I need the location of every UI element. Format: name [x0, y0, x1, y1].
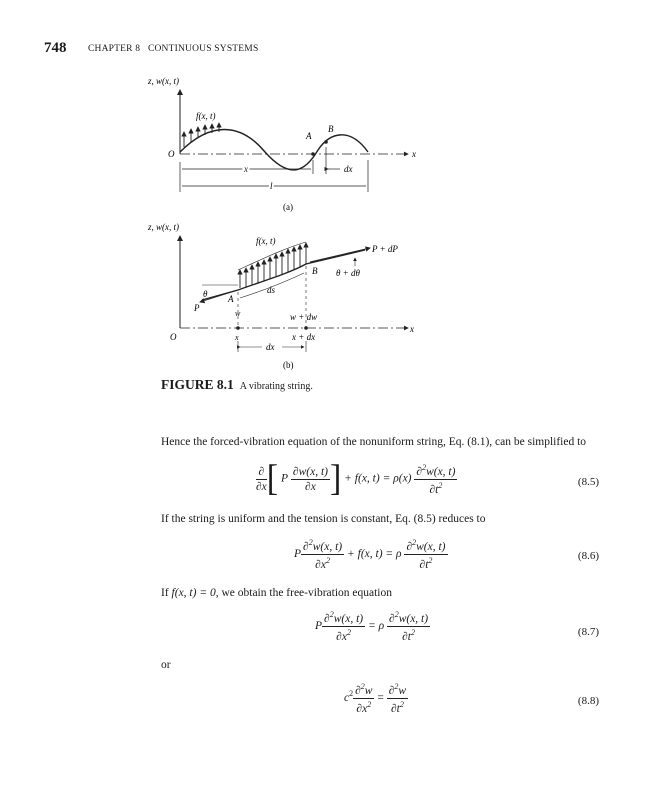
eq86-dx2: ∂x [315, 558, 326, 571]
eq86-dt2: ∂t [419, 558, 429, 571]
eq85-mid: + f(x, t) = ρ(x) [344, 472, 412, 485]
eq86-d2w: w(x, t) [312, 540, 343, 553]
eq85-dw: ∂w(x, t) [292, 465, 328, 478]
paragraph-1: Hence the forced-vibration equation of the nonuniform string, Eq. (8.1), can be simplified to [161, 436, 587, 448]
fig-a-dim-dx: dx [344, 164, 353, 174]
eq86-number: (8.6) [577, 550, 599, 562]
fig-b-w-dw: w + dw [290, 312, 318, 322]
fig-b-x-at-a: x [235, 333, 239, 342]
fig-a-x-axis: x [412, 149, 416, 159]
fig-b-dx: dx [266, 342, 275, 352]
page-number: 748 [44, 40, 67, 56]
paragraph-2: If the string is uniform and the tension is constant, Eq. (8.5) reduces to [161, 513, 486, 525]
figure-caption [161, 377, 313, 393]
eq87-d2w: w(x, t) [333, 612, 364, 625]
fig-a-dim-l: l [270, 181, 273, 191]
figure-caption-label: FIGURE 8.1 [161, 377, 234, 392]
eq85-dt2: ∂t [429, 483, 439, 496]
eq86-d2w-r: w(x, t) [416, 540, 446, 553]
fig-b-tension-a: P [194, 303, 200, 313]
eq88-d2w: w [364, 684, 373, 697]
equation-8-8: $c^2$ $\frac{\partial^2w}{\partial x^2}$ = $\frac{\partial^2w}{\partial t^2}$ [344, 682, 407, 715]
fig-b-angle-a: θ [203, 289, 208, 299]
fig-a-string [180, 130, 368, 170]
eq88-number: (8.8) [577, 695, 599, 707]
equation-8-6: P $\frac{\partial^2w(x, t)}{\partial x^2}$ + f(x, t) = ρ $\frac{\partial^2w(x, t)}{\partial t^2}$ [294, 538, 446, 571]
fig-b-angle-b: θ + dθ [336, 268, 360, 278]
fig-a-point-a: A [306, 131, 312, 141]
fig-b-origin: O [170, 332, 177, 342]
fig-a-point-b-dot [324, 140, 328, 144]
eq87-d2w-r: w(x, t) [398, 612, 429, 625]
eq85-P: P [281, 472, 289, 485]
fig-a-axis-label: z, w(x, t) [148, 76, 179, 86]
eq88-d2w-r: w [398, 684, 407, 697]
fig-b-force-arrows [240, 243, 306, 288]
eq87-dx2: ∂x [336, 630, 347, 643]
paragraph-4: or [161, 659, 171, 671]
eq88-mid: = [377, 691, 384, 704]
fig-b-point-b: B [312, 266, 318, 276]
eq88-c: c [344, 691, 350, 704]
fig-b-w: w [235, 309, 241, 318]
fig-a-origin: O [168, 149, 175, 159]
eq85-number: (8.5) [577, 476, 599, 488]
fig-b-axis-label: z, w(x, t) [148, 222, 179, 232]
fig-b-sub-label: (b) [283, 360, 294, 370]
p3-math: f(x, t) = 0 [171, 587, 216, 599]
running-head [88, 44, 258, 54]
figure-8-1b [140, 218, 440, 378]
figure-caption-text: A vibrating string. [239, 381, 313, 392]
fig-a-point-b: B [328, 124, 334, 134]
fig-b-x-at-b: x + dx [292, 332, 316, 342]
eq85-d: ∂ [256, 466, 267, 480]
eq88-dt2: ∂t [390, 702, 400, 715]
equation-8-7: P $\frac{\partial^2w(x, t)}{\partial x^2}$ = ρ $\frac{\partial^2w(x, t)}{\partial t^2}$ [315, 610, 429, 643]
equation-8-5: $\frac{\partial}{\partial x}$ [ P $\frac{\partial w(x, t)}{\partial x}$ ] + f(x, t) = ρ(x) $\frac{\partial^2w(x, t)}{\partial t^2}$ [256, 458, 456, 499]
fig-a-point-a-dot [311, 152, 315, 156]
fig-b-force-label: f(x, t) [256, 236, 276, 246]
fig-b-ds: ds [267, 285, 276, 295]
chapter-title: CONTINUOUS SYSTEMS [147, 44, 259, 54]
fig-b-x-axis: x [410, 324, 414, 334]
fig-a-sub-label: (a) [283, 202, 293, 212]
eq86-P: P [294, 547, 302, 560]
eq88-dx2: ∂x [356, 702, 368, 715]
fig-a-force-label: f(x, t) [196, 111, 216, 121]
chapter-label: CHAPTER 8 [88, 44, 141, 54]
eq86-mid: + f(x, t) = ρ [346, 547, 402, 560]
eq87-number: (8.7) [577, 626, 599, 638]
paragraph-3: If f(x, t) = 0, we obtain the free-vibration equation [161, 587, 392, 599]
fig-b-point-a: A [228, 294, 234, 304]
eq87-mid: = ρ [367, 619, 385, 632]
fig-a-dim-x: x [244, 164, 248, 174]
eq87-dt2: ∂t [402, 630, 411, 643]
eq87-P: P [315, 619, 323, 632]
eq85-d2w: w(x, t) [426, 465, 456, 478]
eq85-dx: ∂x [256, 480, 267, 493]
fig-b-tension-b: P + dP [372, 244, 398, 254]
